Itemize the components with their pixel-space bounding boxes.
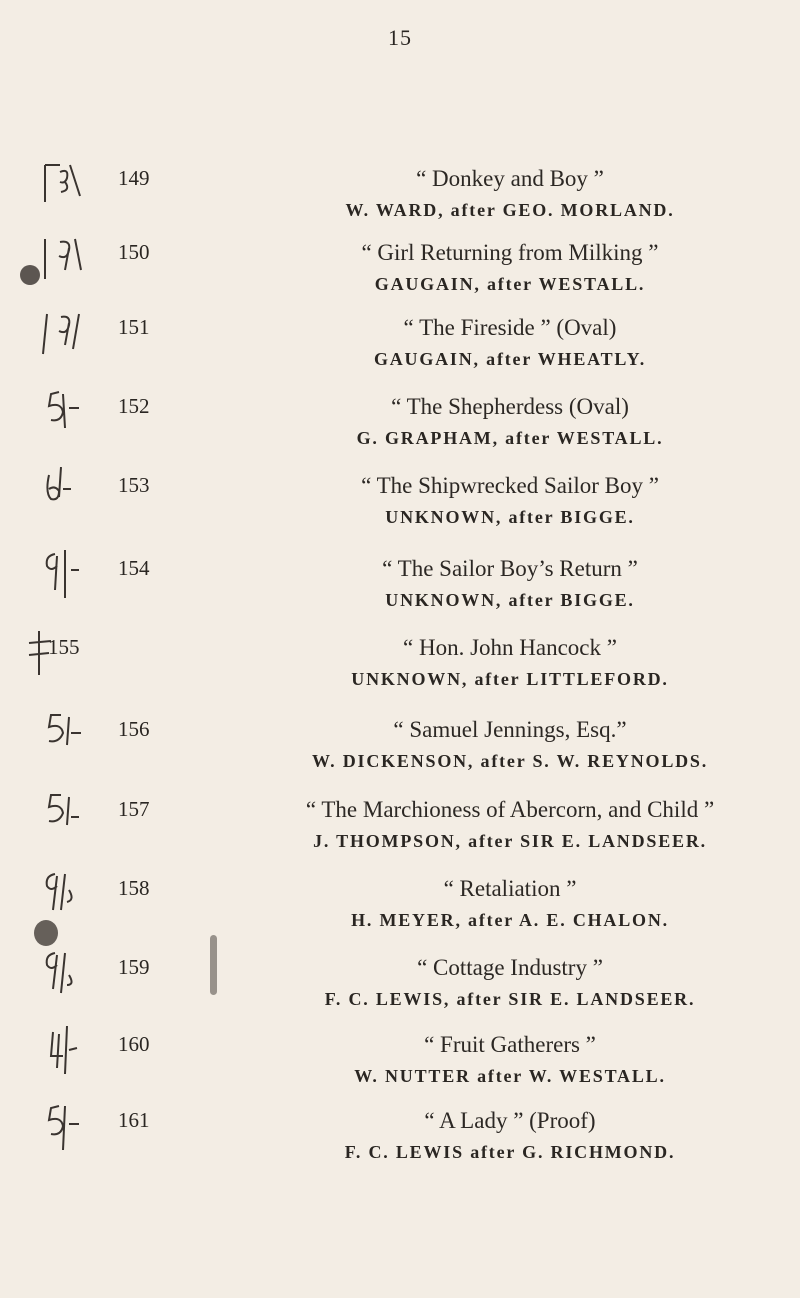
handwritten-mark — [25, 309, 95, 359]
page-number: 15 — [388, 25, 412, 50]
lot-title: “ The Shepherdess (Oval) — [391, 394, 629, 419]
handwritten-mark — [25, 550, 95, 600]
lot-credit: UNKNOWN, after LITTLEFORD. — [351, 669, 669, 689]
lot-title: “ The Fireside ” (Oval) — [403, 315, 617, 340]
lot-title: “ Girl Returning from Milking ” — [361, 240, 659, 265]
handwritten-mark — [25, 870, 95, 920]
lot-title: “ The Marchioness of Abercorn, and Child ” — [305, 797, 715, 822]
lot-number: 152 — [118, 394, 150, 418]
lot-number: 160 — [118, 1032, 150, 1056]
lot-title: “ Donkey and Boy ” — [416, 166, 604, 191]
lot-number: 161 — [118, 1108, 150, 1132]
lot-number: 155 — [48, 635, 80, 659]
lot-credit: W. NUTTER after W. WESTALL. — [354, 1066, 666, 1086]
lot-title: “ The Sailor Boy’s Return ” — [382, 556, 638, 581]
lot-credit: W. DICKENSON, after S. W. REYNOLDS. — [311, 751, 709, 771]
lot-title: “ Retaliation ” — [443, 876, 577, 901]
handwritten-mark — [25, 160, 95, 210]
lot-credit: UNKNOWN, after BIGGE. — [385, 507, 635, 527]
lot-number: 149 — [118, 166, 150, 190]
lot-entry — [0, 1108, 800, 1218]
lot-credit: GAUGAIN, after WHEATLY. — [373, 349, 647, 369]
handwritten-mark — [25, 1102, 95, 1152]
handwritten-mark — [25, 1026, 95, 1076]
lot-number: 159 — [118, 955, 150, 979]
lot-credit: UNKNOWN, after BIGGE. — [385, 590, 635, 610]
handwritten-mark — [25, 949, 95, 999]
lot-number: 157 — [118, 797, 150, 821]
lot-number: 158 — [118, 876, 150, 900]
lot-credit: GAUGAIN, after WESTALL. — [374, 274, 646, 294]
handwritten-mark — [25, 791, 95, 841]
lot-number: 156 — [118, 717, 150, 741]
lot-title: “ A Lady ” (Proof) — [424, 1108, 596, 1133]
lot-credit: F. C. LEWIS, after SIR E. LANDSEER. — [324, 989, 696, 1009]
lot-number: 150 — [118, 240, 150, 264]
handwritten-mark — [25, 388, 95, 438]
lot-number: 153 — [118, 473, 150, 497]
lot-title: “ Samuel Jennings, Esq.” — [393, 717, 627, 742]
lot-title: “ Hon. John Hancock ” — [403, 635, 617, 660]
lot-credit: J. THOMPSON, after SIR E. LANDSEER. — [313, 831, 707, 851]
lot-title: “ Cottage Industry ” — [417, 955, 603, 980]
handwritten-mark — [25, 711, 95, 761]
handwritten-mark — [25, 467, 95, 517]
lot-title: “ The Shipwrecked Sailor Boy ” — [361, 473, 659, 498]
lot-number: 154 — [118, 556, 150, 580]
lot-credit: G. GRAPHAM, after WESTALL. — [356, 428, 664, 448]
lot-credit: W. WARD, after GEO. MORLAND. — [345, 200, 675, 220]
handwritten-mark — [25, 234, 95, 284]
lot-credit: F. C. LEWIS after G. RICHMOND. — [344, 1142, 676, 1162]
lot-credit: H. MEYER, after A. E. CHALON. — [351, 910, 669, 930]
lot-number: 151 — [118, 315, 150, 339]
lot-title: “ Fruit Gatherers ” — [424, 1032, 596, 1057]
